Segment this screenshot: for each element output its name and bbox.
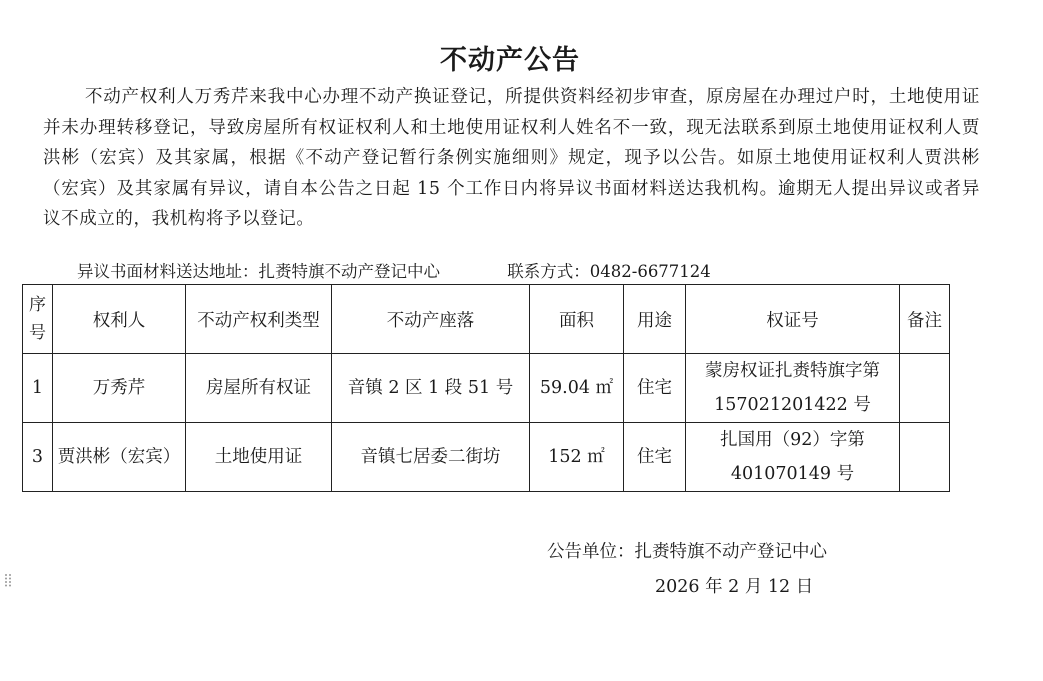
registry-table: [22, 284, 950, 492]
cell-area: 59.04 ㎡: [530, 354, 624, 423]
cell-cert: [686, 423, 900, 492]
cell-holder: 贾洪彬（宏宾）: [53, 423, 186, 492]
issue-date: 2026 年 2 月 12 日: [655, 577, 814, 597]
notice-body: 不动产权利人万秀芹来我中心办理不动产换证登记，所提供资料经初步审查，原房屋在办理过户时，土地使用证并未办理转移登记，导致房屋所有权证权利人和土地使用证权利人姓名不一致，现无法联系到原土地使用证权利人贾洪彬（宏宾）及其家属，根据《不动产登记暂行条例实施细则》规定，现予以公告。如原土地使用证权利人贾洪彬（宏宾）及其家属有异议，请自本公告之日起 15 个工作日内将异议书面材料送达我机构。逾期无人提出异议或者异议不成立的，我机构将予以登记。: [43, 87, 980, 229]
cell-seq: 1: [23, 354, 53, 423]
objection-address: 异议书面材料送达地址：扎赉特旗不动产登记中心: [77, 262, 440, 281]
notice-title: 不动产公告: [440, 45, 580, 76]
header-seq-line1: 序: [29, 295, 46, 315]
header-holder: 权利人: [53, 285, 186, 354]
table-row: [23, 423, 950, 492]
cell-use: 住宅: [624, 423, 686, 492]
cell-note: [900, 423, 950, 492]
cert-line1: 扎国用（92）字第: [720, 430, 865, 450]
header-seq: [23, 285, 53, 354]
cell-seq: 3: [23, 423, 53, 492]
cell-location: 音镇 2 区 1 段 51 号: [332, 354, 530, 423]
cell-note: [900, 354, 950, 423]
header-note: 备注: [900, 285, 950, 354]
cert-line2: 157021201422 号: [714, 395, 871, 415]
header-location: 不动产座落: [332, 285, 530, 354]
cell-type: 房屋所有权证: [186, 354, 332, 423]
drag-handle-icon[interactable]: [4, 573, 12, 587]
cell-cert: [686, 354, 900, 423]
cell-type: 土地使用证: [186, 423, 332, 492]
header-use: 用途: [624, 285, 686, 354]
cert-line1: 蒙房权证扎赉特旗字第: [705, 361, 880, 381]
header-area: 面积: [530, 285, 624, 354]
header-type: 不动产权利类型: [186, 285, 332, 354]
cell-location: 音镇七居委二街坊: [332, 423, 530, 492]
cell-area: 152 ㎡: [530, 423, 624, 492]
table-row: [23, 354, 950, 423]
address-line: [77, 258, 711, 282]
header-seq-line2: 号: [29, 323, 46, 343]
contact-info: 联系方式：0482-6677124: [507, 262, 711, 281]
header-cert: 权证号: [686, 285, 900, 354]
cell-use: 住宅: [624, 354, 686, 423]
cert-line2: 401070149 号: [730, 464, 855, 484]
issuing-unit: 公告单位：扎赉特旗不动产登记中心: [547, 542, 827, 562]
table-header-row: [23, 285, 950, 354]
cell-holder: 万秀芹: [53, 354, 186, 423]
